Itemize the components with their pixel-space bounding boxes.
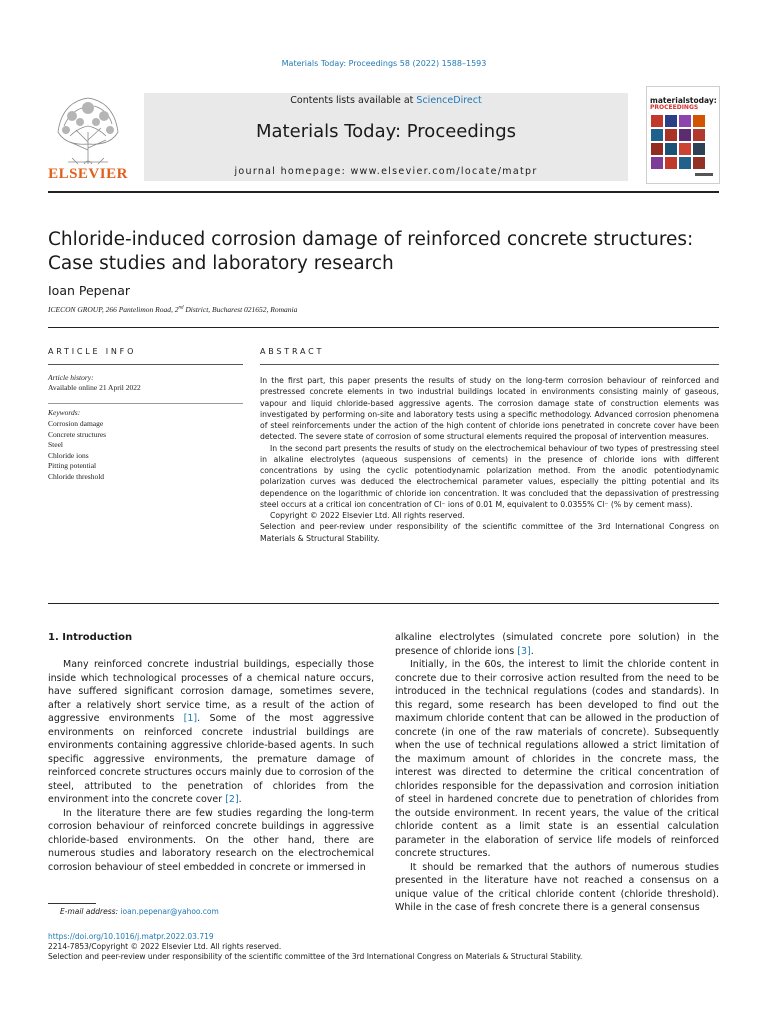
email-label: E-mail address:: [60, 907, 119, 916]
body-paragraph: [48, 658, 374, 807]
affiliation-text-end: District, Bucharest 021652, Romania: [183, 305, 298, 314]
reference-link-3[interactable]: [3]: [517, 645, 531, 657]
body-paragraph: Initially, in the 60s, the interest to limit the chloride content in concrete due to their corrosive action resulted from the need to be introduced in the technical regulations (codes and standards). In this regard, some research has been developed to find out the maximum chloride content that can be allowed in the production of concrete (in one of the raw materials of concrete). Subsequently when the use of technical regulations allowed a strict limitation of the maximum amount of chlorides in the concrete mass, the interest was directed to determine the critical concentration of chlorides responsible for the depassivation and corrosion initiation of steel in hardened concrete due to penetration of chlorides from the outside environment. In recent years, the value of the critical chloride content as a limit state is an essential calculation parameter in the elaboration of service life models of reinforced concrete structures.: [395, 659, 719, 859]
paragraph-text: . Some of the most aggressive environments on reinforced concrete industrial buildings are environments containing aggressive chloride-based agents. In such specific aggressive environments, the premature damage of reinforced concrete structures occurs mainly due to corrosion of the steel, attributed to the penetration of chlorides from the environment into the concrete cover: [48, 713, 374, 805]
affiliation-superscript: nd: [178, 305, 184, 311]
sciencedirect-link[interactable]: ScienceDirect: [416, 95, 482, 106]
contents-prefix: Contents lists available at: [290, 95, 417, 106]
title-divider: [48, 327, 719, 328]
journal-citation[interactable]: Materials Today: Proceedings 58 (2022) 1588–1593: [281, 59, 487, 68]
body-paragraph: [395, 631, 719, 658]
abstract-divider: [48, 603, 719, 604]
abstract-paragraph-2: In the second part presents the results of study on the electrochemical behaviour of two types of prestressing steel in alkaline electrolytes (aqueous suspensions of cements) in the presence of chloride ions with different concentrations by using the cyclic potentiodynamic polarization method. From the anodic potentiodynamic polarization curves was deduced the electrochemical parameter values, especially the pitting potential and its dependence on the logarithmic of chloride ion concentration. It was concluded that the depassivation of prestressing steel occurs at a critical ion concentration of Cl⁻ ions of 0.01 M, equivalent to 0.0355% Cl⁻ (% by cement mass).: [260, 443, 719, 509]
paragraph-text: .: [530, 645, 534, 657]
abstract-heading: ABSTRACT: [260, 347, 325, 356]
contents-available-line: [144, 95, 628, 106]
keyword-item: Chloride threshold: [48, 471, 105, 481]
journal-cover-thumbnail[interactable]: [646, 86, 720, 184]
abstract-body: [260, 375, 719, 544]
article-info-rule: [48, 364, 243, 365]
paragraph-text: alkaline electrolytes (simulated concrete pore solution) in the presence of chloride ions: [395, 632, 719, 657]
reference-link-2[interactable]: [2]: [225, 794, 239, 805]
author-affiliation: [48, 305, 297, 314]
author-email-footnote: [60, 907, 219, 916]
reference-link-1[interactable]: [1]: [183, 713, 198, 724]
header-divider: [48, 191, 719, 193]
elsevier-wordmark: ELSEVIER: [48, 166, 128, 182]
abstract-rule: [260, 364, 719, 365]
article-history-value: Available online 21 April 2022: [48, 383, 141, 392]
article-title: [48, 228, 708, 276]
journal-homepage[interactable]: journal homepage: www.elsevier.com/locate/matpr: [234, 166, 538, 177]
abstract-copyright: Copyright © 2022 Elsevier Ltd. All rights reserved.: [270, 511, 465, 520]
abstract-paragraph-1: In the first part, this paper presents the results of study on the long-term corrosion behaviour of reinforced and prestressed concrete elements in two industrial buildings located in environments consisting mainly of gaseous, vapour and liquid chloride-based aggressive agents. The corrosion damage state of construction elements was investigated by performing on-site and laboratory tests using a specific methodology. Advanced corrosion phenomena of steel reinforcements under the action of the high content of chloride ions penetrated in concrete cover have been detected. The severe state of corrosion of some structural elements required the proposal of intervention measures.: [260, 376, 719, 442]
paragraph-text: .: [238, 794, 242, 805]
author-name[interactable]: Ioan Pepenar: [48, 283, 131, 298]
keyword-item: Pitting potential: [48, 461, 97, 470]
body-column-right: [395, 631, 719, 915]
body-paragraph: In the literature there are few studies regarding the long-term corrosion behaviour of reinforced concrete buildings in aggressive chloride-based environments. On the other hand, there are numerous studies and laboratory research on the electrochemical corrosion behaviour of steel embedded in concrete or immersed in: [48, 807, 374, 873]
peer-review-note: Selection and peer-review under responsibility of the scientific committee of the 3rd International Congress on Materials & Structural Stability.: [48, 952, 583, 961]
keywords-label: Keywords:: [48, 408, 81, 417]
keyword-item: Chloride ions: [48, 450, 89, 460]
article-info-heading: ARTICLE INFO: [48, 347, 137, 356]
section-heading-introduction: 1. Introduction: [48, 632, 133, 643]
affiliation-text-start: ICECON GROUP, 266 Pantelimon Road, 2: [48, 305, 179, 314]
cover-subtitle: PROCEEDINGS: [650, 104, 699, 111]
abstract-peer-review: Selection and peer-review under responsibility of the scientific committee of the 3rd International Congress on Materials & Structural Stability.: [260, 522, 719, 543]
article-history-label: Article history:: [48, 373, 94, 382]
issn-copyright: 2214-7853/Copyright © 2022 Elsevier Ltd. All rights reserved.: [48, 942, 282, 951]
doi-link[interactable]: https://doi.org/10.1016/j.matpr.2022.03.719: [48, 932, 214, 941]
keywords-list: [48, 419, 243, 482]
keyword-item: Concrete structures: [48, 429, 107, 439]
footnote-rule: [48, 903, 96, 904]
keyword-item: Corrosion damage: [48, 419, 104, 428]
article-title-line-2: Case studies and laboratory research: [48, 253, 394, 274]
keyword-item: Steel: [48, 440, 63, 449]
body-paragraph: It should be remarked that the authors of numerous studies presented in the literature have not reached a consensus on a unique value of the critical chloride content (chloride threshold). While in the case of fresh concrete there is a general consensus: [395, 861, 719, 913]
body-column-left: [48, 658, 374, 874]
journal-name: Materials Today: Proceedings: [256, 121, 516, 142]
keywords-rule: [48, 403, 243, 404]
author-email-link[interactable]: ioan.pepenar@yahoo.com: [120, 907, 219, 916]
paragraph-text: Many reinforced concrete industrial buildings, especially those inside which technological processes of a chemical nature occurs, have suffered significant corrosion damage, sometimes severe, after a relatively short service time, as a result of the action of aggressive environments: [48, 659, 374, 724]
article-title-line-1: Chloride-induced corrosion damage of reinforced concrete structures:: [48, 229, 694, 250]
cover-title: materialstoday:: [650, 96, 717, 105]
